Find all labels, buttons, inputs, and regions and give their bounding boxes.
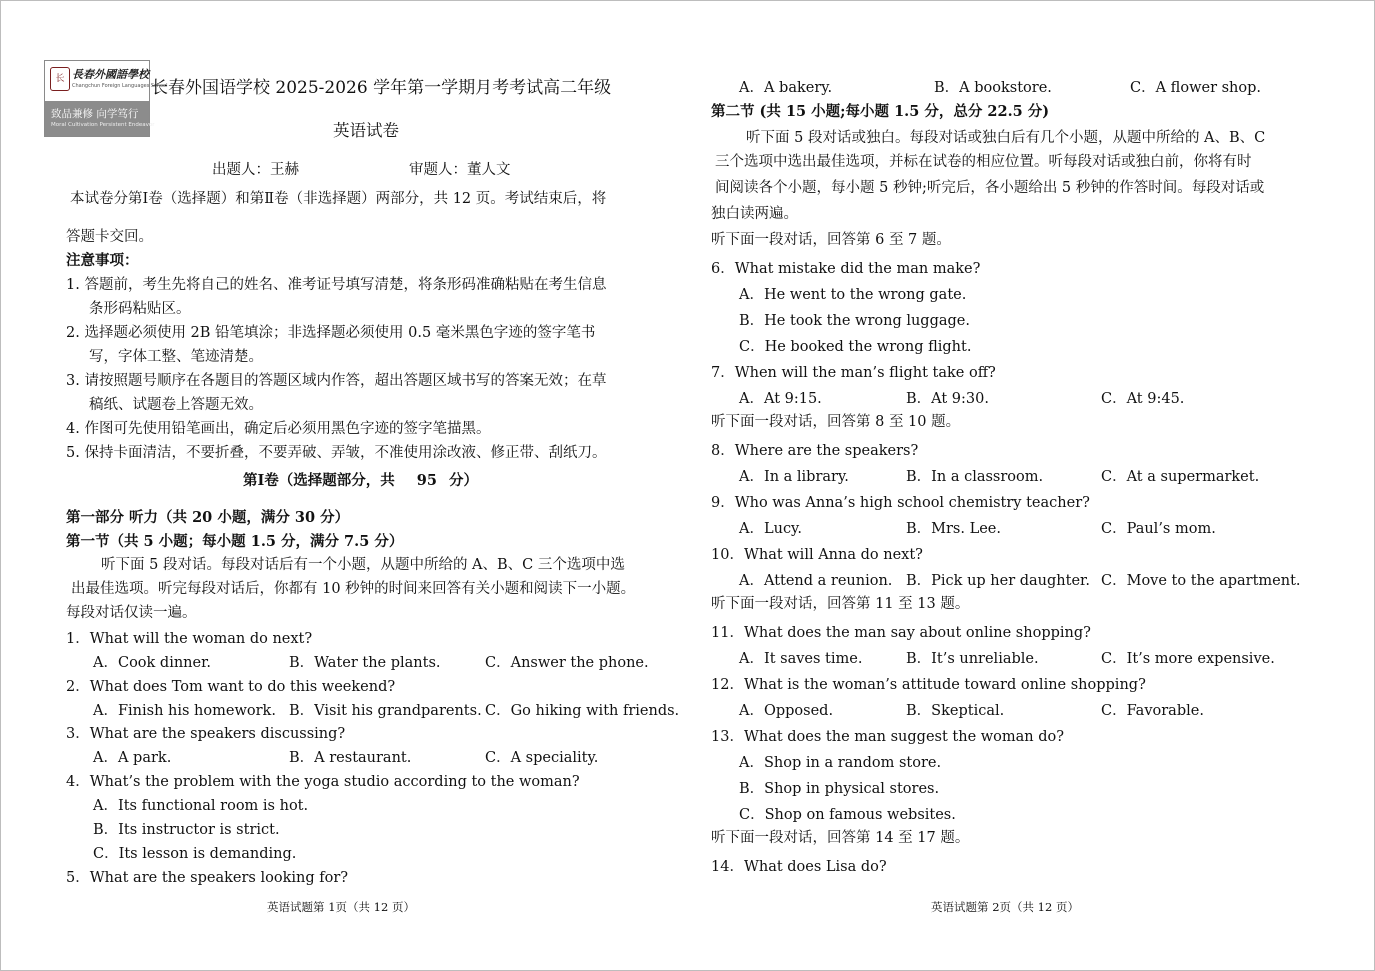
note-1a: 1. 答题前，考生先将自己的姓名、准考证号填写清楚，将条形码准确粘贴在考生信息 [66,277,607,293]
note-4: 4. 作图可先使用铅笔画出，确定后必须用黑色字迹的签字笔描黑。 [66,421,491,437]
q10-option-a: A．Attend a reunion. [739,573,893,589]
note-2b: 写，字体工整、笔迹清楚。 [89,349,263,365]
listen-14-17-heading: 听下面一段对话，回答第 14 至 17 题。 [711,830,970,846]
question-13: 13．What does the man suggest the woman do? [711,729,1065,745]
logo-motto-band [45,101,155,136]
q5-option-c: C．A flower shop. [1130,80,1262,96]
exam-subject: 英语试卷 [333,121,399,140]
q4-option-c: C．Its lesson is demanding. [93,846,297,862]
q2-option-c: C．Go hiking with friends. [485,703,680,719]
exam-title: 长春外国语学校 2025-2026 学年第一学期月考考试高二年级 [151,78,612,98]
q9-option-c: C．Paul’s mom. [1101,521,1216,537]
note-3b: 稿纸、试题卷上答题无效。 [89,397,263,413]
question-11: 11．What does the man say about online shopping? [711,625,1091,641]
volume-1-heading [243,473,478,490]
logo-school-name-en: Changchun Foreign Languages School [72,83,168,89]
q2-option-b: B．Visit his grandparents. [289,703,482,719]
question-7: 7．When will the man’s flight take off? [711,365,996,381]
q5-option-b: B．A bookstore. [934,80,1052,96]
logo-school-name: 長春外國語學校 [72,68,149,81]
logo-top [45,61,168,101]
section-1-instruction-3: 每段对话仅读一遍。 [66,605,197,621]
section-1-instruction-1: 听下面 5 段对话。每段对话后有一个小题，从题中所给的 A、B、C 三个选项中选 [101,557,625,573]
q4-option-a: A．Its functional room is hot. [93,798,309,814]
q8-option-c: C．At a supermarket. [1101,469,1260,485]
q11-option-b: B．It’s unreliable. [906,651,1039,667]
q3-option-c: C．A speciality. [485,750,599,766]
question-4: 4．What’s the problem with the yoga studio according to the woman? [66,774,580,790]
listen-11-13-heading: 听下面一段对话，回答第 11 至 13 题。 [711,596,970,612]
question-8: 8．Where are the speakers? [711,443,919,459]
logo-motto: 致品兼修 向学笃行 [51,108,139,120]
q7-option-c: C．At 9:45. [1101,391,1185,407]
q10-option-b: B．Pick up her daughter. [906,573,1090,589]
question-3: 3．What are the speakers discussing? [66,726,346,742]
question-14: 14．What does Lisa do? [711,859,887,875]
question-reviewer: 审题人：董人文 [409,162,511,178]
question-6: 6．What mistake did the man make? [711,261,981,277]
q9-option-a: A．Lucy. [739,521,802,537]
q5-option-a: A．A bakery. [739,80,833,96]
section-2-instruction-2: 三个选项中选出最佳选项，并标在试卷的相应位置。听每段对话或独白前，你将有时 [715,154,1252,170]
q7-option-a: A．At 9:15. [739,391,822,407]
q11-option-a: A．It saves time. [739,651,863,667]
q9-option-b: B．Mrs. Lee. [906,521,1001,537]
q8-option-b: B．In a classroom. [906,469,1044,485]
volume-1-unit: 分） [448,472,478,489]
intro-line-2: 答题卡交回。 [66,229,153,245]
question-10: 10．What will Anna do next? [711,547,923,563]
q6-option-a: A．He went to the wrong gate. [739,287,967,303]
q13-option-c: C．Shop on famous websites. [739,807,956,823]
footer-page-2: 英语试题第 2页（共 12 页） [931,900,1079,914]
q13-option-b: B．Shop in physical stores. [739,781,940,797]
q8-option-a: A．In a library. [739,469,849,485]
volume-1-label: 第Ⅰ卷（选择题部分，共 [243,472,395,489]
q12-option-c: C．Favorable. [1101,703,1204,719]
q1-option-b: B．Water the plants. [289,655,441,671]
q2-option-a: A．Finish his homework. [93,703,276,719]
q12-option-b: B．Skeptical. [906,703,1005,719]
q7-option-b: B．At 9:30. [906,391,989,407]
section-2-title: 第二节 (共 15 小题;每小题 1.5 分，总分 22.5 分) [711,103,1050,120]
notes-heading: 注意事项： [66,252,139,269]
q1-option-a: A．Cook dinner. [93,655,212,671]
volume-1-score: 95 [416,472,437,489]
q6-option-b: B．He took the wrong luggage. [739,313,970,329]
question-5: 5．What are the speakers looking for? [66,870,349,886]
q3-option-a: A．A park. [93,750,172,766]
section-1-title: 第一节（共 5 小题；每小题 1.5 分，满分 7.5 分） [66,533,404,550]
school-logo [44,60,168,137]
section-2-instruction-4: 独白读两遍。 [711,206,798,222]
question-12: 12．What is the woman’s attitude toward online shopping? [711,677,1146,693]
note-5: 5. 保持卡面清洁，不要折叠，不要弄破、弄皱，不准使用涂改液、修正带、刮纸刀。 [66,445,607,461]
listen-8-10-heading: 听下面一段对话，回答第 8 至 10 题。 [711,414,961,430]
note-3a: 3. 请按照题号顺序在各题目的答题区域内作答，超出答题区域书写的答案无效；在草 [66,373,607,389]
question-2: 2．What does Tom want to do this weekend? [66,679,396,695]
question-9: 9．Who was Anna’s high school chemistry teacher? [711,495,1090,511]
listen-6-7-heading: 听下面一段对话，回答第 6 至 7 题。 [711,232,951,248]
question-1: 1．What will the woman do next? [66,631,313,647]
part-1-title: 第一部分 听力（共 20 小题，满分 30 分） [66,509,350,526]
note-2a: 2. 选择题必须使用 2B 铅笔填涂；非选择题必须使用 0.5 毫米黑色字迹的签字笔书 [66,325,596,341]
logo-motto-en: Moral Cultivation Persistent Endeavor [51,122,155,128]
section-2-instruction-1: 听下面 5 段对话或独白。每段对话或独白后有几个小题，从题中所给的 A、B、C [746,130,1266,146]
note-1b: 条形码粘贴区。 [89,301,191,317]
footer-page-1: 英语试题第 1页（共 12 页） [267,900,415,914]
intro-line-1: 本试卷分第Ⅰ卷（选择题）和第Ⅱ卷（非选择题）两部分，共 12 页。考试结束后，将 [70,191,607,207]
section-1-instruction-2: 出最佳选项。听完每段对话后，你都有 10 秒钟的时间来回答有关小题和阅读下一小题。 [71,581,636,597]
q3-option-b: B．A restaurant. [289,750,412,766]
q4-option-b: B．Its instructor is strict. [93,822,280,838]
q11-option-c: C．It’s more expensive. [1101,651,1275,667]
q10-option-c: C．Move to the apartment. [1101,573,1301,589]
school-seal-icon: 长 [50,67,70,91]
q1-option-c: C．Answer the phone. [485,655,649,671]
q13-option-a: A．Shop in a random store. [739,755,942,771]
section-2-instruction-3: 间阅读各个小题，每小题 5 秒钟;听完后，各小题给出 5 秒钟的作答时间。每段对话或 [715,180,1265,196]
question-setter: 出题人：王赫 [212,162,299,178]
q6-option-c: C．He booked the wrong flight. [739,339,972,355]
q12-option-a: A．Opposed. [739,703,834,719]
